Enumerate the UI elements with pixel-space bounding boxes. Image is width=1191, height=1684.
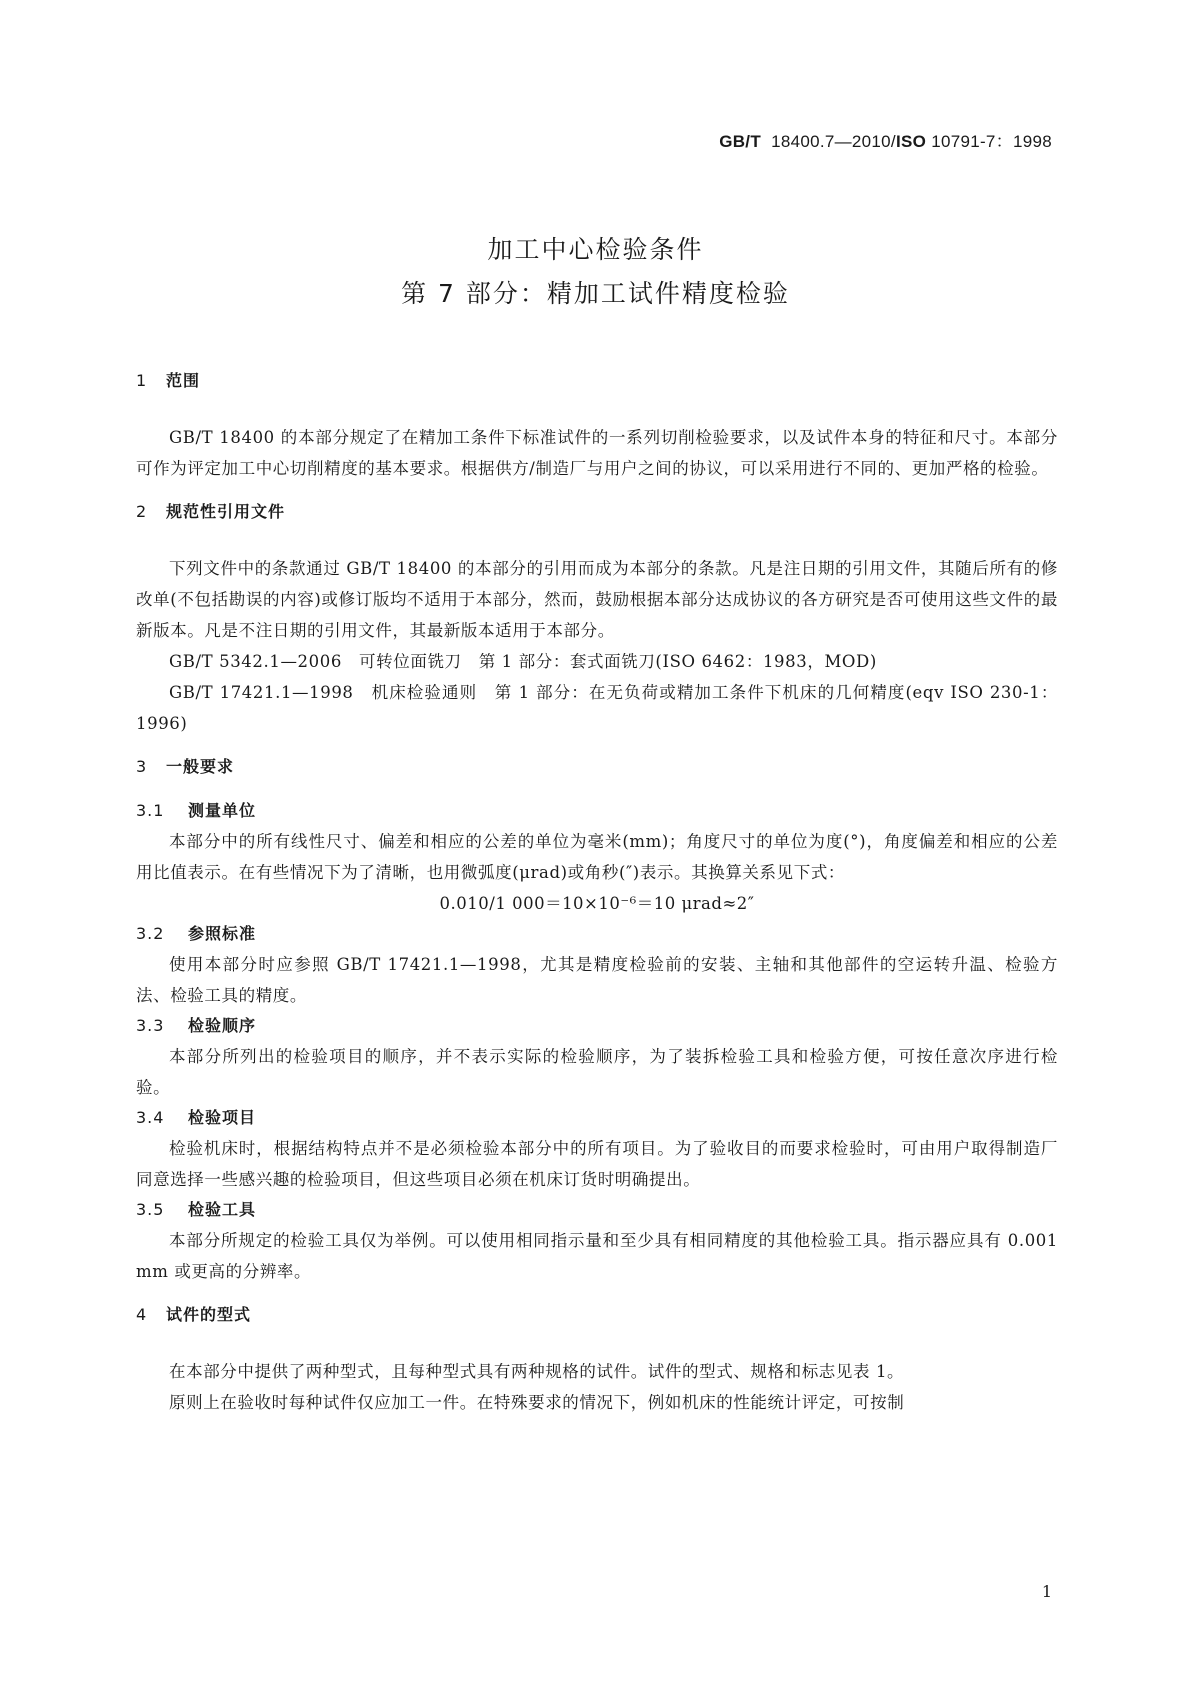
conversion-formula: 0.010/1 000＝10×10⁻⁶＝10 μrad≈2″ bbox=[439, 894, 755, 913]
standard-code bbox=[719, 127, 1052, 152]
section-1-paragraph: GB/T 18400 的本部分规定了在精加工条件下标准试件的一系列切削检验要求，以及试件本身的特征和尺寸。本部分可作为评定加工中心切削精度的基本要求。根据供方/制造厂与用户之间的协议，可以采用进行不同的、更加严格的检验。 bbox=[136, 428, 1058, 478]
subsection-number: 3.3 bbox=[136, 1016, 165, 1035]
section-3-4-paragraph: 检验机床时，根据结构特点并不是必须检验本部分中的所有项目。为了验收目的而要求检验时，可由用户取得制造厂同意选择一些感兴趣的检验项目，但这些项目必须在机床订货时明确提出。 bbox=[136, 1139, 1058, 1189]
section-number: 1 bbox=[136, 371, 148, 390]
section-3-5-paragraph: 本部分所规定的检验工具仅为举例。可以使用相同指示量和至少具有相同精度的其他检验工具。指示器应具有 0.001 mm 或更高的分辨率。 bbox=[136, 1231, 1058, 1281]
section-title: 规范性引用文件 bbox=[166, 502, 286, 521]
subsection-title: 检验工具 bbox=[188, 1200, 257, 1219]
page-number: 1 bbox=[1041, 1582, 1052, 1601]
section-3-2-heading bbox=[136, 919, 1058, 949]
section-3-4-heading bbox=[136, 1103, 1058, 1133]
subsection-title: 参照标准 bbox=[188, 924, 257, 943]
section-4-paragraph-1: 在本部分中提供了两种型式，且每种型式具有两种规格的试件。试件的型式、规格和标志见表 1。 bbox=[169, 1362, 905, 1381]
section-title: 试件的型式 bbox=[166, 1305, 252, 1324]
section-number: 2 bbox=[136, 502, 148, 521]
section-3-heading bbox=[136, 751, 1058, 782]
section-number: 3 bbox=[136, 757, 148, 776]
document-body bbox=[136, 365, 1058, 1418]
section-title: 一般要求 bbox=[166, 757, 235, 776]
section-4-heading bbox=[136, 1299, 1058, 1330]
code-number: 18400.7—2010/ bbox=[771, 132, 896, 151]
reference-1: GB/T 5342.1—2006 可转位面铣刀 第 1 部分：套式面铣刀(ISO 6462：1983，MOD) bbox=[169, 652, 877, 671]
section-3-3-heading bbox=[136, 1011, 1058, 1041]
section-title: 范围 bbox=[166, 371, 201, 390]
section-3-1-paragraph: 本部分中的所有线性尺寸、偏差和相应的公差的单位为毫米(mm)；角度尺寸的单位为度(°)，角度偏差和相应的公差用比值表示。在有些情况下为了清晰，也用微弧度(μrad)或角秒(″)表示。其换算关系见下式： bbox=[136, 832, 1058, 882]
code-rest: 10791-7：1998 bbox=[931, 132, 1052, 151]
section-3-1-heading bbox=[136, 796, 1058, 826]
code-iso: ISO bbox=[895, 132, 927, 151]
subsection-number: 3.5 bbox=[136, 1200, 165, 1219]
section-1-heading bbox=[136, 365, 1058, 396]
section-2-paragraph: 下列文件中的条款通过 GB/T 18400 的本部分的引用而成为本部分的条款。凡是注日期的引用文件，其随后所有的修改单(不包括勘误的内容)或修订版均不适用于本部分，然而，鼓励根据本部分达成协议的各方研究是否可使用这些文件的最新版本。凡是不注日期的引用文件，其最新版本适用于本部分。 bbox=[136, 559, 1058, 640]
code-prefix: GB/T bbox=[719, 132, 762, 151]
section-3-3-paragraph: 本部分所列出的检验项目的顺序，并不表示实际的检验顺序，为了装拆检验工具和检验方便，可按任意次序进行检验。 bbox=[136, 1047, 1058, 1097]
section-4-paragraph-2: 原则上在验收时每种试件仅应加工一件。在特殊要求的情况下，例如机床的性能统计评定，可按制 bbox=[169, 1393, 905, 1412]
document-title bbox=[0, 228, 1191, 316]
section-3-2-paragraph: 使用本部分时应参照 GB/T 17421.1—1998，尤其是精度检验前的安装、主轴和其他部件的空运转升温、检验方法、检验工具的精度。 bbox=[136, 955, 1058, 1005]
subsection-title: 检验顺序 bbox=[188, 1016, 257, 1035]
section-3-5-heading bbox=[136, 1195, 1058, 1225]
title-line-1: 加工中心检验条件 bbox=[487, 235, 704, 264]
subsection-number: 3.2 bbox=[136, 924, 165, 943]
section-2-heading bbox=[136, 496, 1058, 527]
subsection-number: 3.1 bbox=[136, 801, 165, 820]
title-line-2: 第 7 部分：精加工试件精度检验 bbox=[401, 279, 790, 308]
subsection-title: 测量单位 bbox=[188, 801, 257, 820]
subsection-title: 检验项目 bbox=[188, 1108, 257, 1127]
subsection-number: 3.4 bbox=[136, 1108, 165, 1127]
section-number: 4 bbox=[136, 1305, 148, 1324]
reference-2: GB/T 17421.1—1998 机床检验通则 第 1 部分：在无负荷或精加工条件下机床的几何精度(eqv ISO 230-1：1996) bbox=[136, 683, 1058, 733]
